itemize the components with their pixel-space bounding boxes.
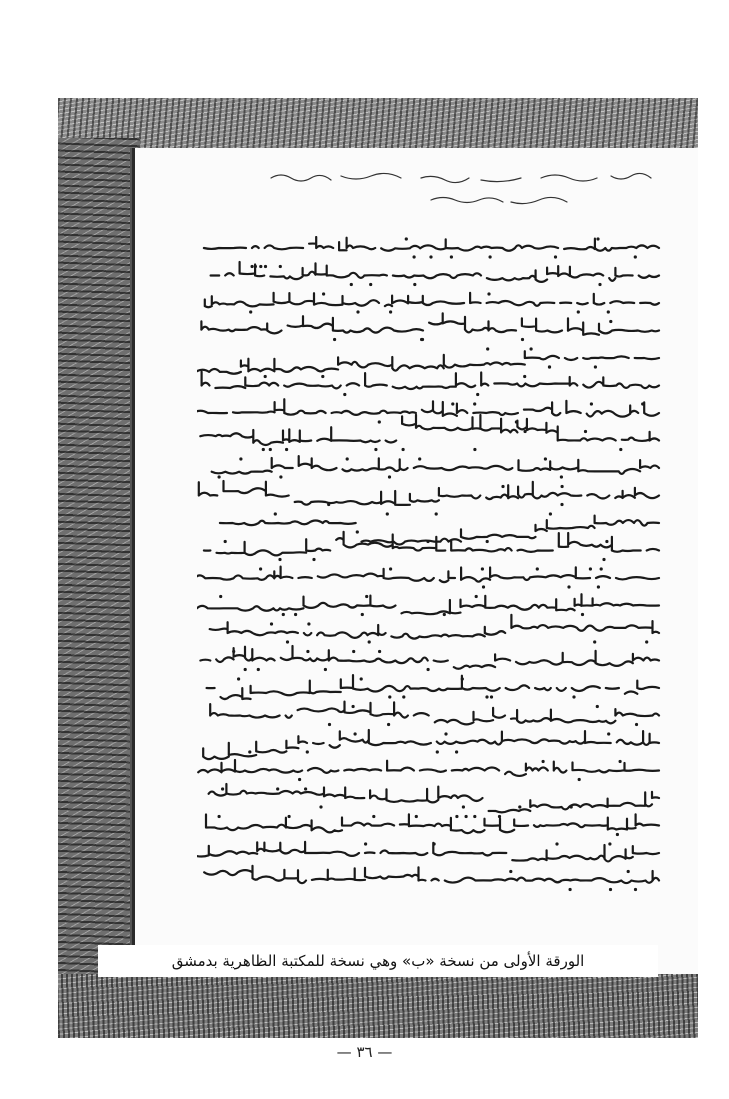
- handwriting-dot: [524, 430, 527, 433]
- handwriting-dot: [548, 365, 551, 368]
- handwriting-dot: [389, 310, 392, 313]
- handwriting-dot: [387, 723, 390, 726]
- handwriting-dot: [634, 888, 637, 891]
- handwriting-dot: [324, 668, 327, 671]
- handwriting-dot: [590, 402, 593, 405]
- handwriting-stroke: [211, 262, 659, 282]
- handwriting-dot: [455, 750, 458, 753]
- handwriting-dot: [415, 815, 418, 818]
- handwriting-dot: [608, 842, 611, 845]
- handwriting-dot: [356, 530, 359, 533]
- handwriting-dot: [307, 622, 310, 625]
- handwriting-dot: [433, 842, 436, 845]
- handwriting-dot: [486, 540, 489, 543]
- handwriting-dot: [435, 512, 438, 515]
- handwriting-dot: [570, 805, 573, 808]
- handwriting-dot: [322, 292, 325, 295]
- handwriting-dot: [486, 347, 489, 350]
- handwriting-dot: [489, 255, 492, 258]
- handwriting-dot: [278, 558, 281, 561]
- handwriting-dot: [581, 613, 584, 616]
- handwriting-stroke: [209, 784, 659, 812]
- handwriting-dot: [264, 265, 267, 268]
- handwriting-dot: [372, 815, 375, 818]
- handwriting-dot: [429, 255, 432, 258]
- handwriting-stroke: [212, 456, 659, 474]
- handwriting-dot: [549, 512, 552, 515]
- handwriting-dot: [306, 650, 309, 653]
- handwriting-dot: [619, 448, 622, 451]
- handwriting-dot: [567, 585, 570, 588]
- handwriting-dot: [498, 815, 501, 818]
- handwriting-dot: [600, 567, 603, 570]
- handwriting-dot: [596, 237, 599, 240]
- handwriting-dot: [259, 265, 262, 268]
- handwriting-stroke: [206, 814, 659, 833]
- handwriting-dot: [473, 402, 476, 405]
- handwriting-dot: [285, 448, 288, 451]
- handwriting-dot: [473, 815, 476, 818]
- handwriting-dot: [269, 448, 272, 451]
- handwriting-dot: [254, 265, 257, 268]
- handwriting-dot: [465, 815, 468, 818]
- handwriting-dot: [609, 888, 612, 891]
- handwriting-dot: [607, 310, 610, 313]
- handwriting-dot: [237, 677, 240, 680]
- handwriting-stroke: [204, 237, 659, 251]
- handwriting-dot: [605, 540, 608, 543]
- handwriting-stroke: [210, 702, 659, 725]
- handwriting-dot: [560, 475, 563, 478]
- handwriting-dot: [219, 595, 222, 598]
- handwriting-dot: [257, 668, 260, 671]
- handwriting-dot: [388, 475, 391, 478]
- handwriting-stroke: [207, 675, 659, 699]
- handwriting-stroke: [198, 760, 659, 776]
- handwriting-dot: [589, 567, 592, 570]
- handwriting-dot: [487, 292, 490, 295]
- page-number: — ٣٦ —: [336, 1043, 393, 1061]
- handwriting-dot: [481, 567, 484, 570]
- handwriting-dot: [584, 430, 587, 433]
- handwriting-dot: [364, 842, 367, 845]
- handwriting-dot: [378, 420, 381, 423]
- handwriting-dot: [360, 677, 363, 680]
- handwriting-dot: [561, 485, 564, 488]
- handwriting-dot: [421, 338, 424, 341]
- handwriting-dot: [607, 732, 610, 735]
- handwriting-dot: [264, 375, 267, 378]
- handwriting-dot: [248, 750, 251, 753]
- handwriting-dot: [346, 457, 349, 460]
- handwriting-dot: [426, 540, 429, 543]
- handwriting-stroke: [201, 313, 659, 335]
- handwriting-dot: [288, 815, 291, 818]
- handwriting-dot: [530, 347, 533, 350]
- manuscript-binding-edge: [58, 138, 140, 978]
- handwriting-dot: [598, 283, 601, 286]
- handwriting-dot: [221, 787, 224, 790]
- handwriting-dot: [485, 695, 488, 698]
- handwriting-stroke: [197, 351, 659, 374]
- handwriting-dot: [544, 457, 547, 460]
- handwriting-dot: [572, 695, 575, 698]
- handwriting-dot: [378, 650, 381, 653]
- handwriting-dot: [645, 640, 648, 643]
- handwriting-dot: [405, 237, 408, 240]
- handwriting-dot: [306, 750, 309, 753]
- handwriting-dot: [596, 705, 599, 708]
- handwriting-dot: [418, 457, 421, 460]
- handwriting-dot: [515, 420, 518, 423]
- handwriting-dot: [276, 787, 279, 790]
- handwriting-dot: [619, 760, 622, 763]
- handwriting-dot: [593, 640, 596, 643]
- handwriting-dot: [616, 833, 619, 836]
- manuscript-photo: [58, 98, 698, 1038]
- handwriting-dot: [523, 375, 526, 378]
- handwriting-dot: [365, 595, 368, 598]
- handwriting-dot: [578, 778, 581, 781]
- handwriting-dot: [361, 613, 364, 616]
- handwriting-dot: [298, 778, 301, 781]
- handwriting-dot: [389, 567, 392, 570]
- plate-caption: الورقة الأولى من نسخة «ب» وهي نسخة للمكتبة الظاهرية بدمشق: [98, 945, 658, 977]
- handwriting-dot: [634, 255, 637, 258]
- handwriting-dot: [262, 448, 265, 451]
- handwriting-dot: [354, 732, 357, 735]
- handwriting-dot: [352, 705, 355, 708]
- handwriting-dot: [386, 512, 389, 515]
- handwriting-dot: [327, 503, 330, 506]
- handwriting-dot: [443, 613, 446, 616]
- handwriting-dot: [482, 585, 485, 588]
- handwriting-dot: [282, 613, 285, 616]
- handwriting-dot: [259, 567, 262, 570]
- handwriting-stroke: [197, 594, 659, 614]
- handwriting-dot: [274, 512, 277, 515]
- handwriting-dot: [232, 650, 235, 653]
- handwriting-dot: [476, 393, 479, 396]
- handwriting-dot: [279, 265, 282, 268]
- handwriting-dot: [450, 255, 453, 258]
- handwriting-dot: [328, 723, 331, 726]
- handwriting-dot: [218, 815, 221, 818]
- handwriting-dot: [350, 283, 353, 286]
- handwriting-dot: [569, 888, 572, 891]
- handwriting-stroke: [199, 293, 660, 307]
- handwriting-dot: [244, 668, 247, 671]
- handwriting-dot: [239, 457, 242, 460]
- handwriting-dot: [312, 558, 315, 561]
- handwriting-dot: [602, 558, 605, 561]
- handwriting-stroke: [200, 646, 659, 669]
- handwriting-dot: [555, 842, 558, 845]
- handwriting-dot: [475, 595, 478, 598]
- handwriting-dot: [369, 283, 372, 286]
- handwriting-dot: [542, 760, 545, 763]
- handwriting-dot: [501, 485, 504, 488]
- handwriting-dot: [627, 870, 630, 873]
- handwriting-dot: [462, 805, 465, 808]
- handwriting-dot: [413, 255, 416, 258]
- handwriting-dot: [374, 448, 377, 451]
- handwriting-stroke: [203, 730, 659, 761]
- handwriting-dot: [436, 750, 439, 753]
- handwriting-dot: [388, 695, 391, 698]
- manuscript-leaf: [132, 148, 698, 974]
- handwriting-dot: [319, 805, 322, 808]
- handwriting-dot: [427, 668, 430, 671]
- handwriting-dot: [518, 805, 521, 808]
- handwriting-dot: [635, 723, 638, 726]
- handwriting-dot: [368, 640, 371, 643]
- handwriting-stroke: [202, 372, 659, 389]
- handwriting-dot: [356, 310, 359, 313]
- handwriting-dot: [536, 567, 539, 570]
- handwriting-stroke: [199, 481, 659, 505]
- handwriting-dot: [461, 677, 464, 680]
- handwriting-stroke: [200, 415, 659, 445]
- handwriting-dot: [509, 870, 512, 873]
- handwriting-dot: [333, 338, 336, 341]
- handwriting-dot: [597, 585, 600, 588]
- handwriting-dot: [609, 320, 612, 323]
- handwriting-stroke: [197, 842, 659, 862]
- handwriting-dot: [413, 283, 416, 286]
- handwriting-dot: [594, 365, 597, 368]
- handwriting-dot: [352, 650, 355, 653]
- handwriting-dot: [343, 393, 346, 396]
- handwriting-dot: [451, 402, 454, 405]
- handwriting-dot: [279, 475, 282, 478]
- handwriting-dot: [224, 540, 227, 543]
- handwriting-dot: [402, 448, 405, 451]
- handwriting-dot: [286, 640, 289, 643]
- manuscript-handwriting: [197, 236, 667, 926]
- handwriting-dot: [218, 475, 221, 478]
- handwriting-dot: [455, 815, 458, 818]
- handwriting-dot: [294, 613, 297, 616]
- handwriting-dot: [321, 375, 324, 378]
- handwriting-dot: [560, 503, 563, 506]
- leaf-heading-scribbles: [251, 168, 671, 220]
- photo-top-margin: [58, 98, 698, 148]
- handwriting-dot: [270, 622, 273, 625]
- handwriting-dot: [577, 310, 580, 313]
- photo-bottom-margin: [58, 974, 698, 1038]
- handwriting-dot: [249, 310, 252, 313]
- handwriting-stroke: [197, 399, 659, 416]
- handwriting-dot: [554, 255, 557, 258]
- handwriting-dot: [641, 402, 644, 405]
- handwriting-stroke: [210, 615, 659, 639]
- handwriting-dot: [251, 265, 254, 268]
- handwriting-dot: [304, 787, 307, 790]
- handwriting-stroke: [204, 532, 659, 556]
- handwriting-dot: [473, 448, 476, 451]
- handwriting-dot: [444, 732, 447, 735]
- handwriting-dot: [521, 338, 524, 341]
- handwriting-dot: [402, 695, 405, 698]
- handwriting-stroke: [204, 866, 659, 883]
- handwriting-dot: [490, 695, 493, 698]
